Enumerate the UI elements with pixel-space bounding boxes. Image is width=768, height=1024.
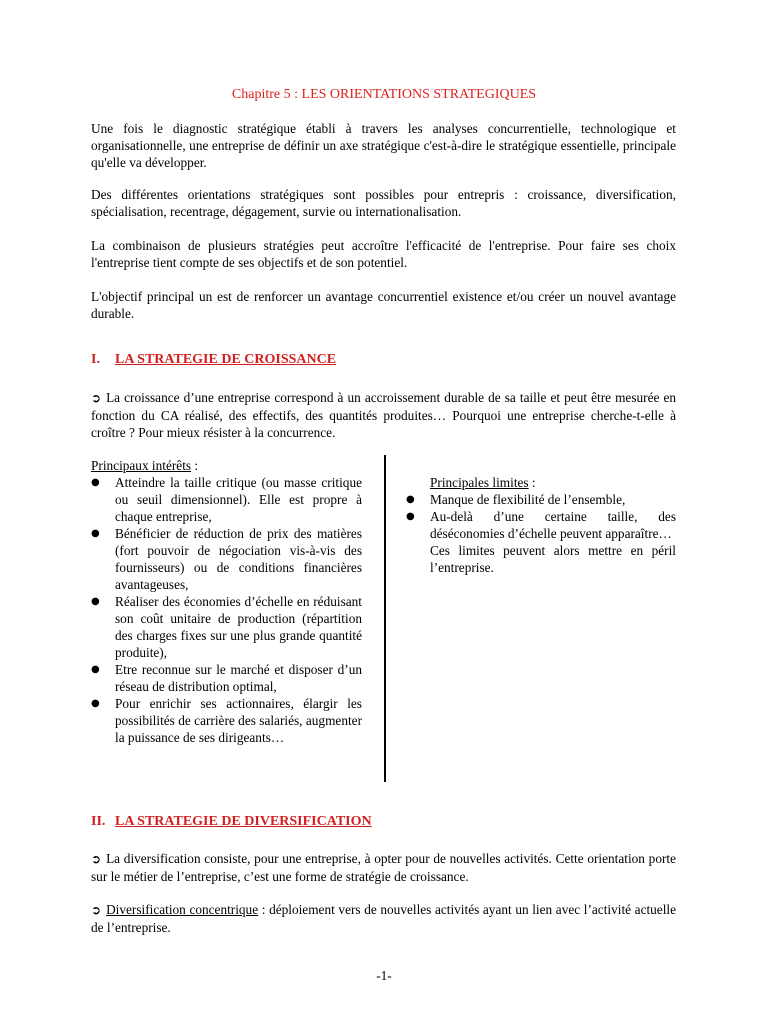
interets-item	[91, 593, 362, 661]
interets-item-text: Atteindre la taille critique (ou masse critique ou seuil dimensionnel). Elle est propre à chaque entreprise,	[115, 475, 362, 524]
limites-item	[406, 491, 676, 508]
interets-item	[91, 525, 362, 593]
limites-list	[406, 491, 676, 542]
arrow-icon: ➲	[91, 903, 102, 917]
concentric-label: Diversification concentrique	[106, 902, 259, 917]
section-1-paragraph-text: La croissance d’une entreprise correspond à un accroissement durable de sa taille et peut être mesurée en fonction du CA réalisé, des effectifs, des quantités produites… Pourquoi une entreprise cherche-t-elle à croître ? Pour mieux résister à la concurrence.	[91, 390, 676, 440]
page-number: -1-	[376, 968, 392, 983]
interets-list	[91, 474, 362, 746]
limites-note: Ces limites peuvent alors mettre en péril l’entreprise.	[430, 543, 676, 575]
intro-paragraph-1: Une fois le diagnostic stratégique établi à travers les analyses concurrentielle, technologique et organisationnelle, une entreprise de définir un axe stratégique c'est-à-dire le stratégique essentielle, principale qu'elle va développer.	[91, 121, 676, 170]
interets-item-text: Bénéficier de réduction de prix des matières (fort pouvoir de négociation vis-à-vis des fournisseurs) ou de conditions financières avantageuses,	[115, 526, 362, 592]
section-2-heading	[91, 813, 372, 830]
interets-item-text: Pour enrichir ses actionnaires, élargir les possibilités de carrière des salariés, augmenter la puissance de ses dirigeants…	[115, 696, 362, 745]
section-2-number: II.	[91, 814, 106, 829]
arrow-icon: ➲	[91, 852, 102, 866]
limites-item-text: Manque de flexibilité de l’ensemble,	[430, 492, 626, 507]
bullet-icon: ●	[91, 528, 100, 539]
concentric-text: : déploiement vers de nouvelles activités ayant un lien avec l’activité actuelle de l’entreprise.	[91, 902, 677, 935]
bullet-icon: ●	[91, 596, 100, 607]
interets-heading	[91, 457, 362, 474]
section-2-paragraph-text: La diversification consiste, pour une entreprise, à opter pour de nouvelles activités. Cette orientation porte sur le métier de l’entreprise, c’est une forme de stratégie de croissance.	[91, 851, 676, 884]
chapter-title: Chapitre 5 : LES ORIENTATIONS STRATEGIQUES	[231, 87, 537, 102]
concentric-paragraph	[91, 901, 676, 936]
limites-suffix: :	[528, 475, 536, 490]
intro-paragraph-3: La combinaison de plusieurs stratégies peut accroître l'efficacité de l'entreprise. Pour faire ses choix l'entreprise tient compte de ses objectifs et de son potentiel.	[91, 238, 676, 270]
limites-column	[406, 474, 676, 576]
limites-item	[406, 508, 676, 542]
section-1-title: LA STRATEGIE DE CROISSANCE	[115, 352, 337, 367]
interets-item-text: Etre reconnue sur le marché et disposer d’un réseau de distribution optimal,	[115, 662, 362, 694]
limites-label: Principales limites	[430, 475, 529, 490]
intro-paragraph-2: Des différentes orientations stratégiques sont possibles pour entrepris : croissance, diversification, spécialisation, recentrage, dégagement, survie ou internationalisation.	[91, 187, 676, 219]
bullet-icon: ●	[406, 511, 415, 522]
bullet-icon: ●	[91, 664, 100, 675]
interets-column	[91, 457, 362, 746]
limites-item-text: Au-delà d’une certaine taille, des déséconomies d’échelle peuvent apparaître…	[430, 509, 676, 541]
interets-item	[91, 695, 362, 746]
intro-paragraph-4: L'objectif principal un est de renforcer un avantage concurrentiel existence et/ou créer un nouvel avantage durable.	[91, 289, 676, 321]
interets-item-text: Réaliser des économies d’échelle en réduisant son coût unitaire de production (répartition des charges fixes sur une plus grande quantité produite),	[115, 594, 362, 660]
interets-suffix: :	[191, 458, 199, 473]
section-1-number: I.	[91, 352, 100, 367]
bullet-icon: ●	[406, 494, 415, 505]
section-1-paragraph	[91, 389, 676, 441]
arrow-icon: ➲	[91, 391, 102, 405]
interets-label: Principaux intérêts	[91, 458, 192, 473]
column-divider	[384, 455, 386, 782]
limites-heading	[406, 474, 676, 491]
bullet-icon: ●	[91, 477, 100, 488]
section-2-title: LA STRATEGIE DE DIVERSIFICATION	[115, 814, 372, 829]
interets-item	[91, 661, 362, 695]
section-2-paragraph	[91, 850, 676, 885]
interets-item	[91, 474, 362, 525]
bullet-icon: ●	[91, 698, 100, 709]
section-1-heading	[91, 351, 336, 368]
